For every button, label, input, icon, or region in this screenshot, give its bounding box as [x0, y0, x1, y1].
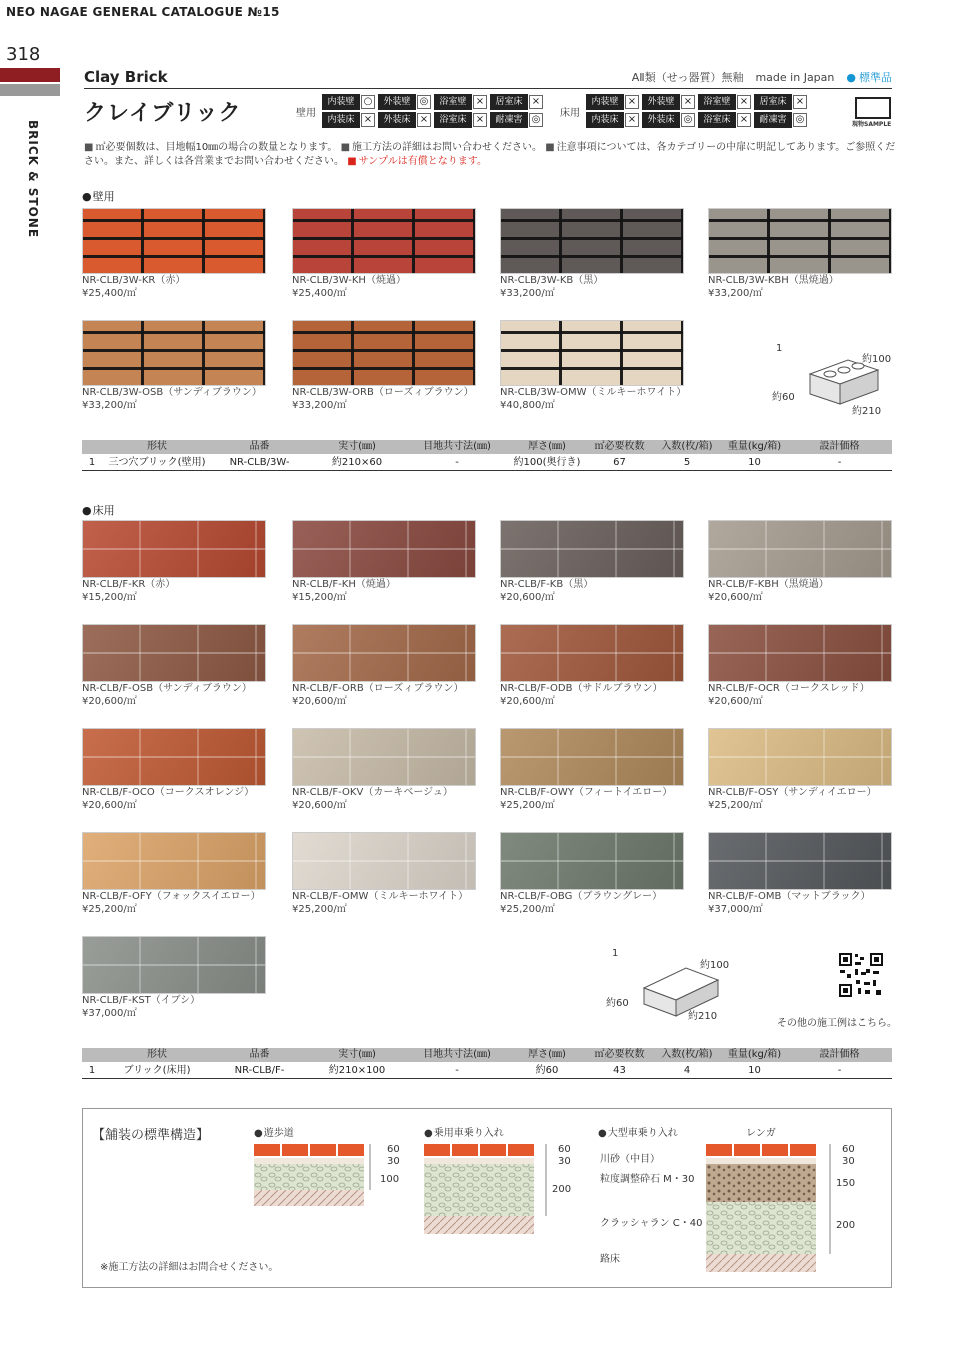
tile-code: NR-CLB/3W-ORB（ローズィブラウン） — [292, 387, 474, 398]
tile-price: ¥15,200/㎡ — [82, 592, 137, 603]
notes — [84, 141, 896, 169]
tile-price: ¥40,800/㎡ — [500, 400, 555, 411]
dim-length: 約210 — [852, 406, 882, 417]
usage-location: 外装床 — [378, 112, 416, 128]
tile-code: NR-CLB/F-OMB（マットブラック） — [708, 891, 871, 902]
floor-tile-item[interactable] — [292, 624, 476, 708]
floor-tile-item[interactable] — [708, 832, 892, 916]
floor-tile-item[interactable] — [82, 832, 266, 916]
usage-table-floor — [560, 94, 808, 128]
dim-height: 約60 — [772, 392, 795, 403]
usage-cell — [434, 94, 488, 110]
usage-mark: × — [417, 113, 431, 127]
tile-code: NR-CLB/F-OKV（カーキベージュ） — [292, 787, 453, 798]
made-in: made in Japan — [755, 70, 835, 84]
section-color-bar — [0, 68, 60, 82]
catalogue-title: NEO NAGAE GENERAL CATALOGUE №15 — [6, 5, 280, 19]
spec-header-cell: 設計価格 — [819, 441, 860, 452]
spec-header-cell: 目地共寸法(㎜) — [423, 441, 491, 452]
product-attributes — [632, 69, 892, 85]
tile-code: NR-CLB/F-KBH（黒焼過） — [708, 579, 829, 590]
spec-header-cell: 入数(枚/箱) — [661, 1049, 713, 1060]
tile-price: ¥25,200/㎡ — [708, 800, 763, 811]
floor-tile-item[interactable] — [82, 936, 266, 1020]
spec-cell: 67 — [613, 457, 626, 468]
tile-price: ¥37,000/㎡ — [708, 904, 763, 915]
tile-code: NR-CLB/F-OFY（フォックスイエロー） — [82, 891, 261, 902]
tile-code: NR-CLB/F-OBG（ブラウングレー） — [500, 891, 663, 902]
spec-header-cell: 目地共寸法(㎜) — [423, 1049, 491, 1060]
usage-cell — [754, 94, 808, 110]
wall-tile-item[interactable] — [708, 208, 892, 300]
tile-code: NR-CLB/F-ORB（ローズィブラウン） — [292, 683, 464, 694]
spec-header-cell: ㎡必要枚数 — [594, 441, 645, 452]
section-grey-bar — [0, 84, 60, 96]
layer-thickness: 60 — [387, 1144, 400, 1155]
layer-label-m30: 粒度調整砕石 M・30 — [600, 1174, 695, 1185]
dim-length: 約210 — [688, 1011, 718, 1022]
usage-cell — [698, 112, 752, 128]
tile-code: NR-CLB/F-OSB（サンディブラウン） — [82, 683, 252, 694]
floor-tile-item[interactable] — [82, 624, 266, 708]
spec-header-cell: 厚さ(㎜) — [528, 441, 566, 452]
tile-swatch — [500, 832, 684, 890]
usage-cell — [322, 112, 376, 128]
tile-price: ¥20,600/㎡ — [82, 696, 137, 707]
spec-cell: 10 — [748, 1065, 761, 1076]
usage-label: 壁用 — [296, 107, 316, 119]
product-title-en: Clay Brick — [84, 68, 168, 86]
note: ■ 施工方法の詳細はお問い合わせください。 — [341, 142, 542, 153]
usage-cell — [642, 112, 696, 128]
tile-swatch — [82, 832, 266, 890]
usage-cell — [490, 94, 544, 110]
spec-header-cell — [82, 1048, 102, 1062]
spec-cell: 5 — [683, 457, 691, 468]
tile-code: NR-CLB/F-KH（焼過） — [292, 579, 396, 590]
tile-price: ¥37,000/㎡ — [82, 1008, 137, 1019]
floor-section-label: ● 床用 — [82, 502, 115, 518]
floor-tile-item[interactable] — [82, 520, 266, 604]
wall-tile-item[interactable] — [500, 208, 684, 300]
spec-cell: 4 — [683, 1065, 691, 1076]
sample-icon — [855, 97, 891, 119]
spec-cell: 約210×100 — [328, 1065, 386, 1076]
usage-location: 内装床 — [586, 112, 624, 128]
spec-header-cell: 重量(kg/箱) — [727, 1049, 782, 1060]
layer-thickness: 30 — [842, 1156, 855, 1167]
spec-cell: - — [837, 1065, 842, 1076]
tile-swatch — [82, 208, 266, 274]
header-divider — [84, 88, 892, 89]
spec-header-cell: 品番 — [249, 441, 270, 452]
floor-tile-item[interactable] — [292, 728, 476, 812]
usage-location: 居室床 — [490, 94, 528, 110]
dim-height: 約60 — [606, 998, 629, 1009]
floor-tile-item[interactable] — [708, 728, 892, 812]
brick-count: 1 — [776, 343, 783, 354]
usage-mark: × — [737, 113, 751, 127]
product-title-jp: クレイブリック — [84, 101, 242, 126]
usage-mark: ◎ — [793, 113, 807, 127]
spec-header-cell: ㎡必要枚数 — [594, 1049, 645, 1060]
paving-diagram-heading: ● 大型車乗り入れ — [598, 1124, 678, 1139]
usage-location: 耐凍害 — [490, 112, 528, 128]
paving-title: 【舗装の標準構造】 — [92, 1128, 210, 1143]
tile-code: NR-CLB/F-OCO（コークスオレンジ） — [82, 787, 255, 798]
spec-header-cell: 実寸(㎜) — [338, 441, 376, 452]
floor-tile-item[interactable] — [708, 520, 892, 604]
paving-diagram-truck — [706, 1140, 856, 1276]
tile-swatch — [292, 320, 476, 386]
spec-cell: 1 — [88, 1065, 96, 1076]
usage-location: 内装壁 — [322, 94, 360, 110]
wall-tile-item[interactable] — [500, 320, 687, 412]
spec-header-cell: 実寸(㎜) — [338, 1049, 376, 1060]
layer-thickness: 60 — [558, 1144, 571, 1155]
wall-spec-table — [82, 440, 892, 471]
page-number: 318 — [6, 44, 41, 65]
tile-price: ¥33,200/㎡ — [708, 288, 763, 299]
tile-swatch — [82, 728, 266, 786]
layer-thickness: 30 — [558, 1156, 571, 1167]
tile-code: NR-CLB/3W-OSB（サンディブラウン） — [82, 387, 262, 398]
standard-badge: ● 標準品 — [846, 69, 892, 85]
usage-cell — [754, 112, 808, 128]
usage-mark: × — [473, 113, 487, 127]
layer-label-c40: クラッシャラン C・40 — [600, 1218, 703, 1229]
spec-header-cell: 形状 — [147, 441, 167, 452]
floor-tile-item[interactable] — [708, 624, 892, 708]
floor-tile-item[interactable] — [292, 832, 476, 916]
tile-code: NR-CLB/3W-KH（焼過） — [292, 275, 406, 286]
wall-tile-item[interactable] — [292, 320, 476, 412]
tile-code: NR-CLB/F-ODB（サドルブラウン） — [500, 683, 663, 694]
tile-swatch — [82, 936, 266, 994]
tile-swatch — [500, 624, 684, 682]
tile-code: NR-CLB/F-OSY（サンディイエロー） — [708, 787, 877, 798]
tile-price: ¥33,200/㎡ — [500, 288, 555, 299]
spec-cell: 三つ穴ブリック(壁用) — [108, 457, 206, 468]
tile-swatch — [708, 728, 892, 786]
usage-location: 外装壁 — [642, 94, 680, 110]
paving-diagram-car — [424, 1142, 564, 1242]
floor-tile-item[interactable] — [500, 728, 684, 812]
tile-code: NR-CLB/F-KB（黒） — [500, 579, 594, 590]
tile-code: NR-CLB/F-OMW（ミルキーホワイト） — [292, 891, 469, 902]
brick-count: 1 — [612, 948, 619, 959]
tile-code: NR-CLB/F-KST（イブシ） — [82, 995, 201, 1006]
tile-price: ¥25,200/㎡ — [500, 800, 555, 811]
wall-section-label: ● 壁用 — [82, 188, 115, 204]
usage-location: 外装床 — [642, 112, 680, 128]
spec-header-cell — [82, 440, 102, 454]
spec-cell: 1 — [88, 457, 96, 468]
tile-price: ¥25,400/㎡ — [82, 288, 137, 299]
spec-header-cell: 設計価格 — [819, 1049, 860, 1060]
tile-swatch — [292, 624, 476, 682]
tile-price: ¥33,200/㎡ — [292, 400, 347, 411]
usage-cell — [378, 112, 432, 128]
usage-cell — [322, 94, 376, 110]
usage-location: 外装壁 — [378, 94, 416, 110]
tile-swatch — [708, 520, 892, 578]
tile-swatch — [500, 320, 684, 386]
tile-code: NR-CLB/3W-OMW（ミルキーホワイト） — [500, 387, 687, 398]
usage-cell — [586, 112, 640, 128]
tile-price: ¥15,200/㎡ — [292, 592, 347, 603]
tile-code: NR-CLB/F-OCR（コークスレッド） — [708, 683, 870, 694]
usage-cell — [586, 94, 640, 110]
usage-table-wall — [296, 94, 544, 128]
spec-header-cell: 厚さ(㎜) — [528, 1049, 566, 1060]
spec-cell: 約210×60 — [331, 457, 383, 468]
qr-caption: その他の施工例はこちら。 — [777, 1018, 897, 1029]
spec-header-cell: 品番 — [249, 1049, 270, 1060]
tile-swatch — [82, 320, 266, 386]
spec-cell: 約100(奥行き) — [513, 457, 581, 468]
floor-spec-table — [82, 1048, 892, 1079]
usage-mark: ○ — [361, 95, 375, 109]
qr-code-icon[interactable] — [838, 952, 884, 998]
tile-swatch — [500, 520, 684, 578]
spec-cell: 10 — [748, 457, 761, 468]
tile-code: NR-CLB/3W-KB（黒） — [500, 275, 604, 286]
usage-mark: × — [737, 95, 751, 109]
material-class: AⅡ類（せっ器質）無釉 — [631, 71, 744, 84]
tile-code: NR-CLB/F-KR（赤） — [82, 579, 176, 590]
usage-mark: ◎ — [681, 113, 695, 127]
spec-header-cell: 重量(kg/箱) — [727, 441, 782, 452]
usage-mark: ◎ — [529, 113, 543, 127]
tile-swatch — [82, 624, 266, 682]
layer-thickness: 60 — [842, 1144, 855, 1155]
usage-cell — [490, 112, 544, 128]
usage-location: 内装床 — [322, 112, 360, 128]
floor-tile-item[interactable] — [500, 520, 684, 604]
dim-width: 約100 — [700, 960, 730, 971]
layer-thickness: 200 — [552, 1184, 572, 1195]
tile-price: ¥33,200/㎡ — [82, 400, 137, 411]
tile-swatch — [708, 208, 892, 274]
usage-mark: × — [625, 113, 639, 127]
spec-cell: - — [455, 457, 459, 468]
tile-swatch — [82, 520, 266, 578]
layer-label-subgrade: 路床 — [600, 1254, 620, 1265]
wall-tile-item[interactable] — [292, 208, 476, 300]
tile-price: ¥25,200/㎡ — [82, 904, 137, 915]
spec-cell: NR-CLB/3W- — [229, 457, 290, 468]
paving-diagram-heading: ● 乗用車乗り入れ — [424, 1124, 504, 1139]
usage-location: 浴室壁 — [434, 94, 472, 110]
note: ■ ㎡必要個数は、目地幅10㎜の場合の数量となります。 — [84, 142, 337, 153]
tile-swatch — [292, 520, 476, 578]
tile-swatch — [292, 832, 476, 890]
usage-mark: × — [529, 95, 543, 109]
tile-price: ¥20,600/㎡ — [82, 800, 137, 811]
tile-swatch — [292, 208, 476, 274]
tile-swatch — [500, 208, 684, 274]
tile-swatch — [292, 728, 476, 786]
tile-code: NR-CLB/3W-KR（赤） — [82, 275, 186, 286]
tile-swatch — [500, 728, 684, 786]
usage-mark: × — [625, 95, 639, 109]
layer-thickness: 150 — [836, 1178, 856, 1189]
tile-price: ¥25,200/㎡ — [292, 904, 347, 915]
usage-mark: × — [793, 95, 807, 109]
spec-cell: - — [455, 1065, 459, 1076]
paving-note: ※施工方法の詳細はお問合せください。 — [100, 1262, 279, 1273]
layer-thickness: 100 — [380, 1174, 400, 1185]
paving-diagram-walkway — [254, 1142, 384, 1262]
tile-price: ¥20,600/㎡ — [708, 696, 763, 707]
tile-price: ¥20,600/㎡ — [292, 800, 347, 811]
floor-tile-item[interactable] — [500, 832, 684, 916]
side-category-label: BRICK & STONE — [26, 120, 40, 239]
layer-label-sand: 川砂（中目） — [600, 1154, 660, 1165]
note-sample-paid: ■ サンプルは有償となります。 — [347, 156, 487, 167]
floor-tile-item[interactable] — [82, 728, 266, 812]
floor-tile-item[interactable] — [500, 624, 684, 708]
floor-tile-item[interactable] — [292, 520, 476, 604]
dim-width: 約100 — [862, 354, 892, 365]
usage-location: 浴室壁 — [698, 94, 736, 110]
tile-price: ¥25,400/㎡ — [292, 288, 347, 299]
tile-price: ¥25,200/㎡ — [500, 904, 555, 915]
usage-label: 床用 — [560, 107, 580, 119]
tile-code: NR-CLB/F-OWY（フィートイエロー） — [500, 787, 673, 798]
paving-diagram-heading: ● 遊歩道 — [254, 1124, 294, 1139]
tile-price: ¥20,600/㎡ — [500, 696, 555, 707]
tile-swatch — [708, 832, 892, 890]
tile-code: NR-CLB/3W-KBH（黒焼過） — [708, 275, 839, 286]
tile-price: ¥20,600/㎡ — [500, 592, 555, 603]
usage-location: 浴室床 — [698, 112, 736, 128]
sample-label: 現物SAMPLE — [852, 121, 892, 128]
tile-price: ¥20,600/㎡ — [292, 696, 347, 707]
layer-label-brick: レンガ — [746, 1128, 776, 1139]
spec-header-cell: 形状 — [147, 1049, 167, 1060]
note: ■ 注意事項については、各カテゴリーの中扉に明記してあります。ご参照ください。また、詳しくは各営業までお問い合わせください。 — [84, 142, 895, 167]
spec-cell: 43 — [613, 1065, 626, 1076]
spec-header-cell: 入数(枚/箱) — [661, 441, 713, 452]
usage-mark: × — [681, 95, 695, 109]
tile-swatch — [708, 624, 892, 682]
usage-location: 耐凍害 — [754, 112, 792, 128]
usage-cell — [434, 112, 488, 128]
spec-cell: NR-CLB/F- — [234, 1065, 285, 1076]
usage-mark: × — [361, 113, 375, 127]
layer-thickness: 200 — [836, 1220, 856, 1231]
usage-cell — [698, 94, 752, 110]
spec-cell: 約60 — [535, 1065, 559, 1076]
usage-cell — [642, 94, 696, 110]
wall-tile-item[interactable] — [82, 208, 266, 300]
spec-cell: - — [837, 457, 842, 468]
spec-cell: ブリック(床用) — [123, 1065, 191, 1076]
usage-location: 内装壁 — [586, 94, 624, 110]
usage-cell — [378, 94, 432, 110]
usage-mark: × — [473, 95, 487, 109]
wall-tile-item[interactable] — [82, 320, 266, 412]
usage-mark: ◎ — [417, 95, 431, 109]
layer-thickness: 30 — [387, 1156, 400, 1167]
usage-location: 浴室床 — [434, 112, 472, 128]
usage-location: 居室床 — [754, 94, 792, 110]
tile-price: ¥20,600/㎡ — [708, 592, 763, 603]
